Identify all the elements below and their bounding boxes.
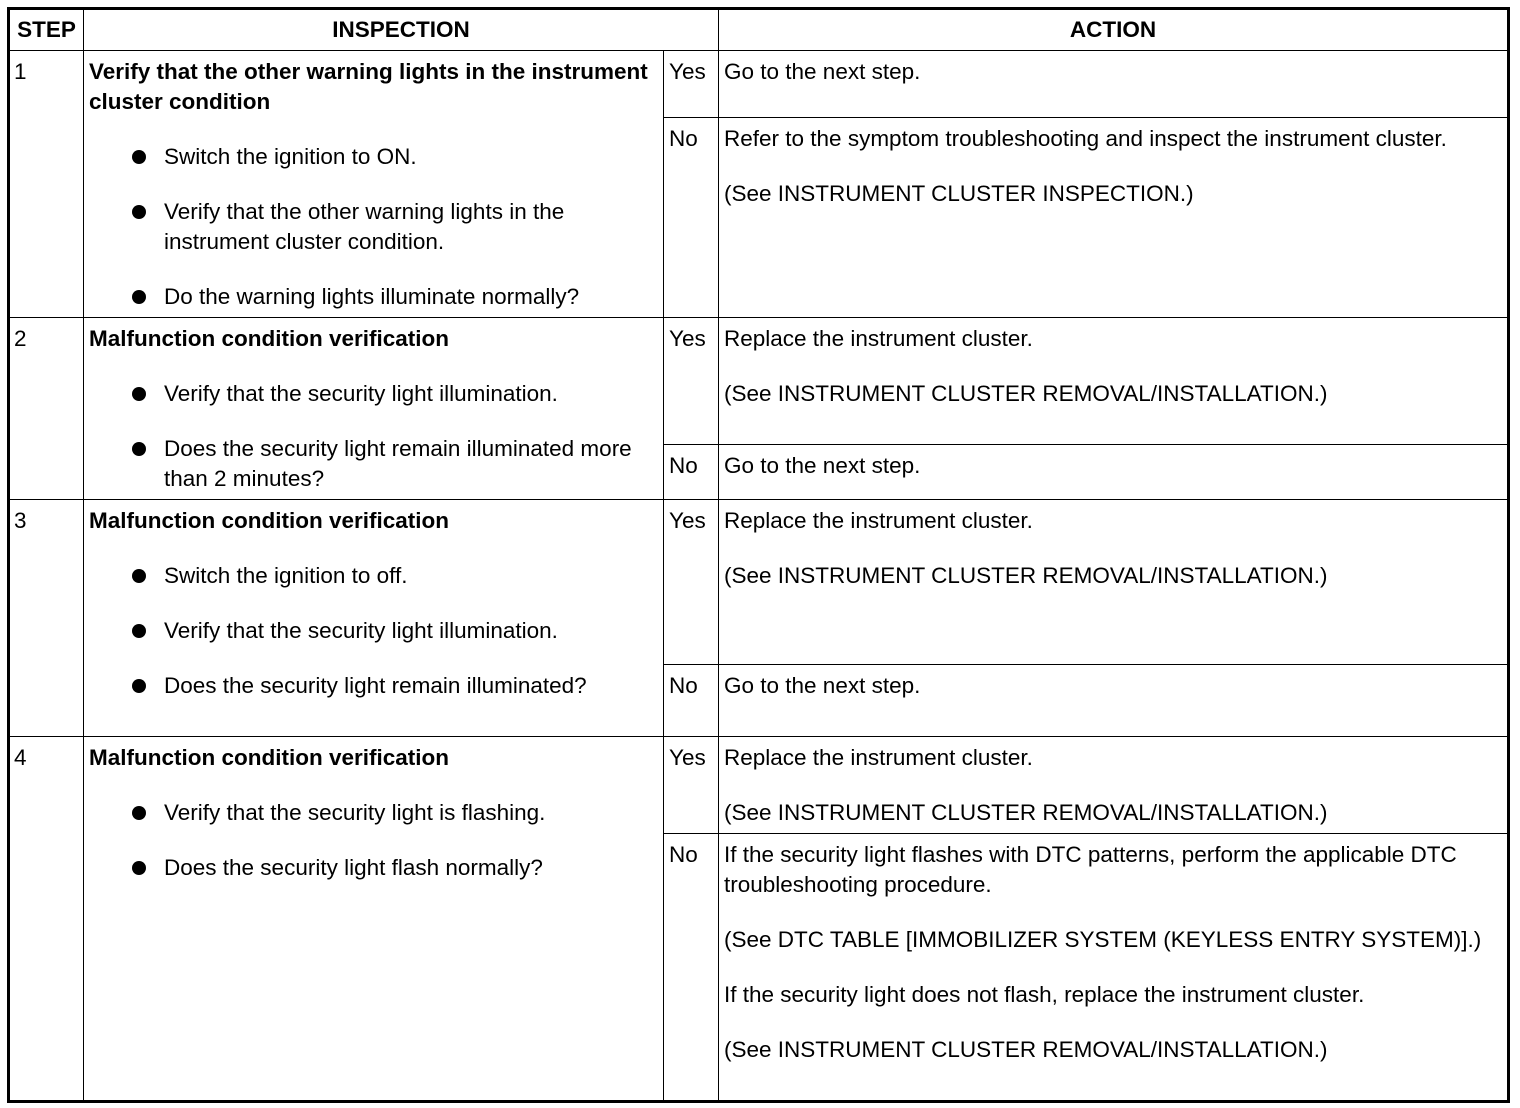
action-text: Go to the next step. (724, 453, 921, 478)
bullet-dot-icon (132, 387, 146, 401)
no-action-cell (719, 118, 1509, 318)
action-reference: (See INSTRUMENT CLUSTER REMOVAL/INSTALLATION.) (724, 800, 1328, 825)
action-text: Replace the instrument cluster. (724, 508, 1033, 533)
step-3-yes-row (9, 500, 1509, 665)
bullet-dot-icon (132, 290, 146, 304)
action-reference: (See INSTRUMENT CLUSTER INSPECTION.) (724, 181, 1194, 206)
inspection-title: Malfunction condition verification (89, 508, 449, 533)
bullet-dot-icon (132, 679, 146, 693)
action-reference: (See INSTRUMENT CLUSTER REMOVAL/INSTALLATION.) (724, 381, 1328, 406)
step-number: 4 (9, 737, 84, 1102)
step-number: 1 (9, 51, 84, 318)
yes-action-cell (719, 737, 1509, 834)
bullet-dot-icon (132, 624, 146, 638)
inspection-bullet: Switch the ignition to ON. (89, 142, 658, 172)
troubleshooting-table (7, 7, 1510, 1103)
inspection-cell (84, 737, 664, 1102)
step-4-yes-row (9, 737, 1509, 834)
bullet-dot-icon (132, 442, 146, 456)
header-action: ACTION (719, 9, 1509, 51)
inspection-title: Malfunction condition verification (89, 326, 449, 351)
inspection-bullet: Do the warning lights illuminate normally? (89, 282, 658, 312)
action-text: If the security light flashes with DTC patterns, perform the applicable DTC troubleshooting procedure. (724, 842, 1457, 897)
inspection-bullet: Verify that the security light is flashing. (89, 798, 658, 828)
bullet-dot-icon (132, 205, 146, 219)
action-text: Refer to the symptom troubleshooting and inspect the instrument cluster. (724, 126, 1447, 151)
inspection-cell (84, 318, 664, 500)
no-action-cell (719, 834, 1509, 1102)
yes-action-cell (719, 318, 1509, 445)
yes-action-cell (719, 500, 1509, 665)
inspection-bullet: Does the security light flash normally? (89, 853, 658, 883)
inspection-title: Verify that the other warning lights in the instrument cluster condition (89, 59, 648, 114)
action-reference: (See INSTRUMENT CLUSTER REMOVAL/INSTALLATION.) (724, 1037, 1328, 1062)
inspection-bullet: Verify that the security light illumination. (89, 616, 658, 646)
inspection-title: Malfunction condition verification (89, 745, 449, 770)
header-inspection: INSPECTION (84, 9, 719, 51)
yes-label: Yes (664, 51, 719, 118)
no-label: No (664, 665, 719, 737)
action-text: Go to the next step. (724, 673, 921, 698)
inspection-bullet: Does the security light remain illuminated? (89, 671, 658, 701)
step-number: 3 (9, 500, 84, 737)
action-text: Replace the instrument cluster. (724, 745, 1033, 770)
troubleshooting-page (7, 7, 1507, 1101)
no-action-cell (719, 445, 1509, 500)
inspection-bullet: Does the security light remain illuminated more than 2 minutes? (89, 434, 658, 494)
bullet-dot-icon (132, 150, 146, 164)
inspection-cell (84, 500, 664, 737)
step-2-yes-row (9, 318, 1509, 445)
inspection-bullet: Verify that the security light illumination. (89, 379, 658, 409)
yes-label: Yes (664, 500, 719, 665)
no-action-cell (719, 665, 1509, 737)
action-text: Replace the instrument cluster. (724, 326, 1033, 351)
inspection-bullet: Switch the ignition to off. (89, 561, 658, 591)
step-1-yes-row (9, 51, 1509, 118)
no-label: No (664, 445, 719, 500)
bullet-dot-icon (132, 861, 146, 875)
action-text: Go to the next step. (724, 59, 921, 84)
yes-label: Yes (664, 318, 719, 445)
yes-label: Yes (664, 737, 719, 834)
bullet-dot-icon (132, 806, 146, 820)
step-number: 2 (9, 318, 84, 500)
yes-action-cell (719, 51, 1509, 118)
no-label: No (664, 118, 719, 318)
inspection-cell (84, 51, 664, 318)
action-reference: (See INSTRUMENT CLUSTER REMOVAL/INSTALLATION.) (724, 563, 1328, 588)
action-text: If the security light does not flash, replace the instrument cluster. (724, 982, 1365, 1007)
action-reference: (See DTC TABLE [IMMOBILIZER SYSTEM (KEYLESS ENTRY SYSTEM)].) (724, 927, 1482, 952)
header-row (9, 9, 1509, 51)
header-step: STEP (9, 9, 84, 51)
inspection-bullet: Verify that the other warning lights in the instrument cluster condition. (89, 197, 658, 257)
no-label: No (664, 834, 719, 1102)
bullet-dot-icon (132, 569, 146, 583)
